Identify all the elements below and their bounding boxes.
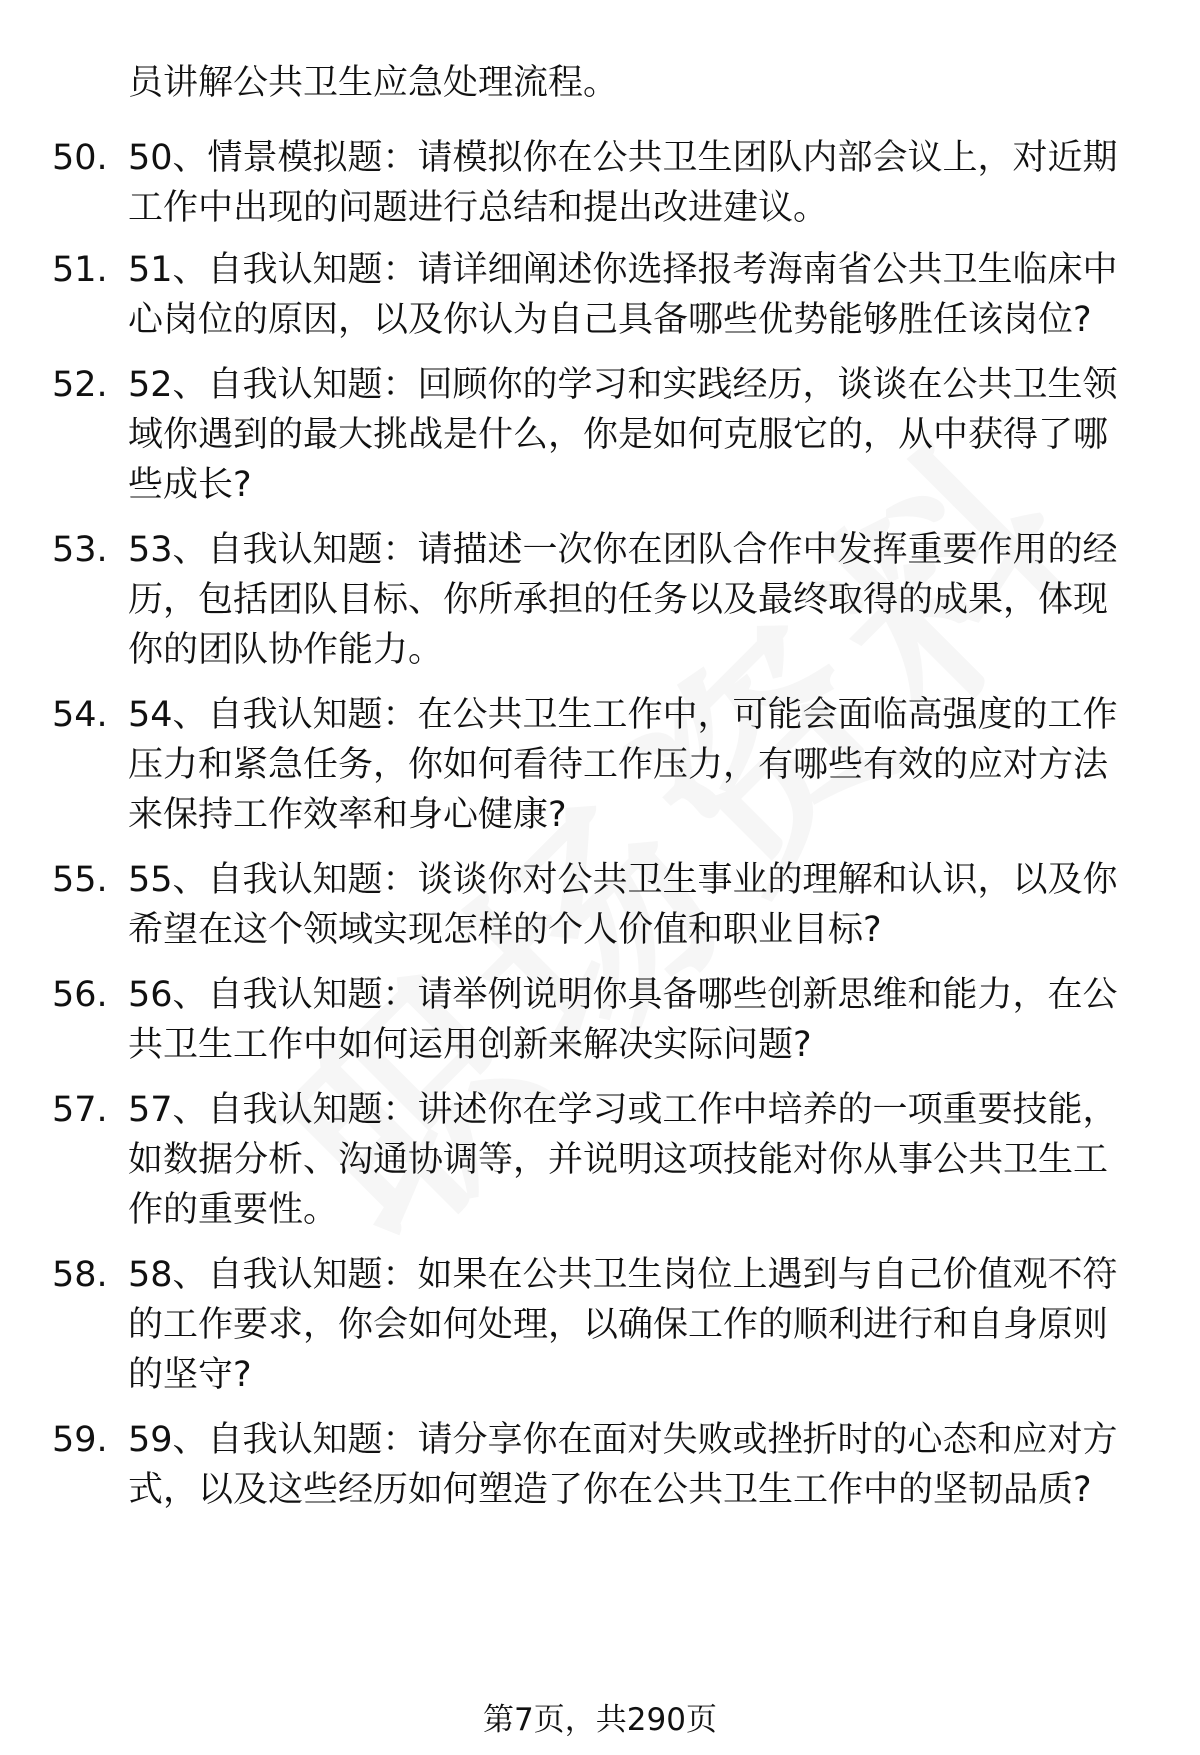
question-text (128, 360, 1148, 510)
question-text-line: 57、自我认知题：讲述你在学习或工作中培养的一项重要技能， (128, 1090, 1118, 1130)
question-text-line: 共卫生工作中如何运用创新来解决实际问题? (128, 1025, 812, 1065)
question-text (128, 1250, 1148, 1400)
question-number: 51. (52, 250, 108, 290)
question-text (128, 133, 1148, 233)
question-text-line: 51、自我认知题：请详细阐述你选择报考海南省公共卫生临床中 (128, 250, 1118, 290)
question-number: 58. (52, 1255, 108, 1295)
question-text-line: 50、情景模拟题：请模拟你在公共卫生团队内部会议上，对近期 (128, 138, 1118, 178)
question-text-line: 你的团队协作能力。 (128, 630, 444, 670)
question-text-line: 式，以及这些经历如何塑造了你在公共卫生工作中的坚韧品质? (128, 1470, 1092, 1510)
question-text-line: 的工作要求，你会如何处理，以确保工作的顺利进行和自身原则 (128, 1305, 1109, 1345)
question-text-line: 56、自我认知题：请举例说明你具备哪些创新思维和能力，在公 (128, 975, 1118, 1015)
question-text-line: 59、自我认知题：请分享你在面对失败或挫折时的心态和应对方 (128, 1420, 1118, 1460)
page-footer: 第7页，共290页 (483, 1702, 717, 1738)
question-number: 54. (52, 695, 108, 735)
question-text-line: 52、自我认知题：回顾你的学习和实践经历，谈谈在公共卫生领 (128, 365, 1118, 405)
question-text (128, 690, 1148, 840)
question-number: 50. (52, 138, 108, 178)
question-text (128, 855, 1148, 955)
question-number: 59. (52, 1420, 108, 1460)
question-text-line: 希望在这个领域实现怎样的个人价值和职业目标? (128, 910, 882, 950)
question-text (128, 245, 1148, 345)
question-text (128, 525, 1148, 675)
question-text-line: 工作中出现的问题进行总结和提出改进建议。 (128, 188, 829, 228)
question-number: 57. (52, 1090, 108, 1130)
continued-line: 员讲解公共卫生应急处理流程。 (128, 63, 619, 103)
question-number: 55. (52, 860, 108, 900)
question-number: 56. (52, 975, 108, 1015)
question-text-line: 如数据分析、沟通协调等，并说明这项技能对你从事公共卫生工 (128, 1140, 1109, 1180)
question-text-line: 55、自我认知题：谈谈你对公共卫生事业的理解和认识，以及你 (128, 860, 1118, 900)
question-text-line: 58、自我认知题：如果在公共卫生岗位上遇到与自己价值观不符 (128, 1255, 1118, 1295)
question-text-line: 来保持工作效率和身心健康? (128, 795, 567, 835)
question-text-line: 心岗位的原因，以及你认为自己具备哪些优势能够胜任该岗位? (128, 300, 1092, 340)
question-number: 52. (52, 365, 108, 405)
question-number: 53. (52, 530, 108, 570)
question-text-line: 的坚守? (128, 1355, 252, 1395)
question-text-line: 作的重要性。 (128, 1190, 339, 1230)
question-text-line: 些成长? (128, 465, 252, 505)
question-text (128, 1415, 1148, 1515)
question-text (128, 1085, 1148, 1235)
question-text-line: 54、自我认知题：在公共卫生工作中，可能会面临高强度的工作 (128, 695, 1118, 735)
question-text-line: 53、自我认知题：请描述一次你在团队合作中发挥重要作用的经 (128, 530, 1118, 570)
question-text (128, 970, 1148, 1070)
question-text-line: 历，包括团队目标、你所承担的任务以及最终取得的成果，体现 (128, 580, 1109, 620)
question-text-line: 压力和紧急任务，你如何看待工作压力，有哪些有效的应对方法 (128, 745, 1109, 785)
question-text-line: 域你遇到的最大挑战是什么，你是如何克服它的，从中获得了哪 (128, 415, 1109, 455)
